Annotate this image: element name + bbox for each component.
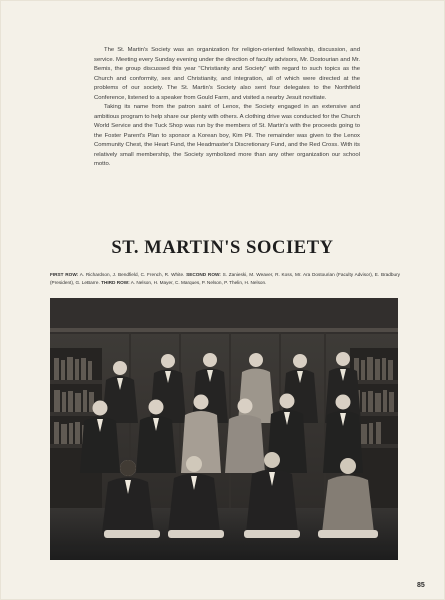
- paragraph-1: The St. Martin's Society was an organization for religion-oriented fellowship, discussion, and service. Meeting every Sunday evening under the direction of faculty advisors, Mr. Dostourian and Mr. Bemis, the group discussed this year "Christianity and Society" with regard to such topics as the Church and conformity, sex and Christianity, and integration, all of which were directed at the problems of our society. The St. Martin's Society also sent four delegates to the Northfield Conference, listened to a speaker from Gould Farm, and visited a nearby Jesuit novitiate.: [94, 47, 360, 101]
- caption-second-row-label: SECOND ROW:: [186, 272, 221, 277]
- photo-caption: [50, 271, 400, 286]
- caption-third-row-names: A. Nelson, H. Mayer, C. Marques, P. Nelson, P. Thelin, H. Nelson.: [130, 279, 267, 285]
- group-photo: [50, 298, 398, 560]
- page-number: 85: [417, 582, 425, 589]
- caption-third-row-label: THIRD ROW:: [101, 279, 130, 285]
- caption-first-row-label: FIRST ROW:: [50, 272, 79, 277]
- article-body: [94, 46, 360, 170]
- caption-first-row-names: A. Richardson, J. Bendfield, C. French, R. White.: [79, 272, 185, 277]
- caption-second-row-names: S. Zanieski, M. Weaver, R. Koss, Mr. Ara Dostourian (Faculty Advisor), E. Bradbury (President), G. LeBarre.: [50, 272, 400, 285]
- paragraph-2: Taking its name from the patron saint of Lenox, the Society engaged in an extensive and ambitious program to help share our plenty with others. A clothing drive was conducted for the Church World Service and the Tuck Shop was run by the members of St. Martin's with the proceeds going to the Foster Parent's Plan to sponsor a Korean boy, Kim Pil. The remainder was given to the Lenox Community Chest, the Heart Fund, the Headmaster's Discretionary Fund, and the Red Cross. With its relatively small membership, the Society symbolized more than any other organization our school motto.: [94, 104, 360, 167]
- page-title: ST. MARTIN'S SOCIETY: [111, 238, 334, 258]
